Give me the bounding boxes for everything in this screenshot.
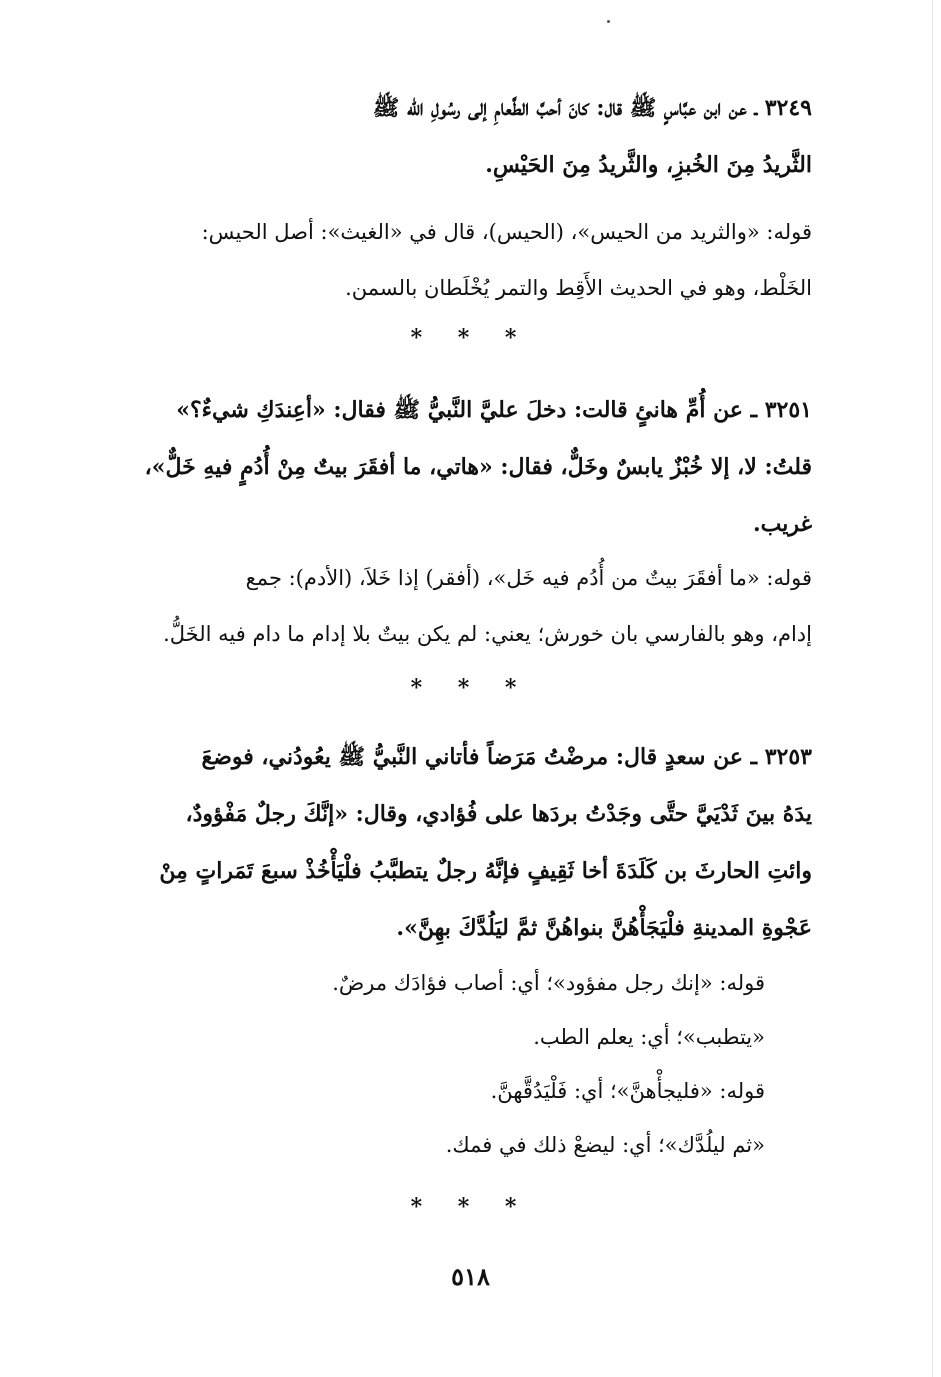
hadith-3253-comment-4: «ثم ليلُدَّك»؛ أي: ليضعْ ذلك في فمك. xyxy=(445,1133,765,1157)
hadith-3249-line-1: ٣٢٤٩ ـ عن ابن عبَّاسٍ ﷺ قال: كانَ أحبَّ الطَّعامِ إلى رسُولِ الله ﷺ xyxy=(372,95,812,121)
hadith-3251-text xyxy=(100,382,812,553)
hadith-3251-comment-line-2: إدام، وهو بالفارسي بان خورش؛ يعني: لم يكن بيتٌ بلا إدام ما دام فيه الخَلُّ. xyxy=(163,622,812,646)
hadith-3253-line-2: يدَهُ بينَ ثَدْيَيَّ حتَّى وجَدْتُ بردَها على فُؤادي، وقال: «إنَّكَ رجلٌ مَفْؤودٌ، xyxy=(185,801,812,827)
hadith-3253-line-4: عَجْوةِ المدينةِ فلْيَجَأْهُنَّ بنواهُنَّ ثمَّ ليَلُدَّكَ بهِنَّ». xyxy=(396,915,812,941)
hadith-3251-commentary xyxy=(100,550,812,662)
hadith-3249-comment-line-1: قوله: «والثريد من الحيس»، (الحيس)، قال في «الغيث»: أصل الحيس: xyxy=(201,220,812,244)
hadith-3251-comment-line-1: قوله: «ما أفقَرَ بيتٌ من أُدُم فيه خَل»، (أفقر) إذا خَلاَ، (الأدم): جمع xyxy=(245,566,812,590)
hadith-3253-commentary xyxy=(200,956,765,1172)
hadith-3253-line-3: وائتِ الحارثَ بن كَلَدَةَ أخا ثَقِيفٍ فإنَّهُ رجلٌ يتطبَّبُ فلْيَأْخُذْ سبعَ تَمَراتٍ مِنْ xyxy=(159,858,812,884)
hadith-3249-line-2: الثَّريدُ مِنَ الخُبزِ، والثَّريدُ مِنَ الحَيْسِ. xyxy=(485,152,812,178)
hadith-3253-comment-1: قوله: «إنك رجل مفؤود»؛ أي: أصاب فؤادَك مرضٌ. xyxy=(332,971,765,995)
hadith-3253-comment-2: «يتطبب»؛ أي: يعلم الطب. xyxy=(533,1025,765,1049)
hadith-3249-comment-line-2: الخَلْط، وهو في الحديث الأَقِط والتمر يُخْلَطان بالسمن. xyxy=(345,276,812,300)
hadith-3253-comment-3: قوله: «فليجأْهنَّ»؛ أي: فَلْيَدُقَّهنَّ. xyxy=(490,1079,765,1103)
page-number: ٥١٨ xyxy=(451,1262,490,1291)
hadith-3249-commentary xyxy=(100,204,812,316)
hadith-3251-line-3: غريب. xyxy=(752,511,812,537)
section-separator-3: * * * xyxy=(410,1194,531,1220)
section-separator-2: * * * xyxy=(410,675,531,701)
hadith-3253-text xyxy=(100,729,812,957)
page-speck xyxy=(607,20,610,23)
hadith-3253-line-1: ٣٢٥٣ ـ عن سعدٍ قال: مرضْتُ مَرَضاً فأتاني النَّبيُّ ﷺ يعُودُني، فوضعَ xyxy=(201,744,812,770)
hadith-3251-line-2: قلتُ: لا، إلا خُبْزٌ يابسٌ وخَلٌّ، فقال: «هاتي، ما أفقَرَ بيتٌ مِنْ أُدُمٍ فيهِ خَلٌّ»، xyxy=(144,454,812,480)
section-separator-1: * * * xyxy=(410,325,531,351)
hadith-3249-text xyxy=(100,80,812,194)
hadith-3251-line-1: ٣٢٥١ ـ عن أُمِّ هانئٍ قالت: دخلَ عليَّ النَّبيُّ ﷺ فقال: «أعِندَكِ شيءٌ؟» xyxy=(176,397,812,423)
